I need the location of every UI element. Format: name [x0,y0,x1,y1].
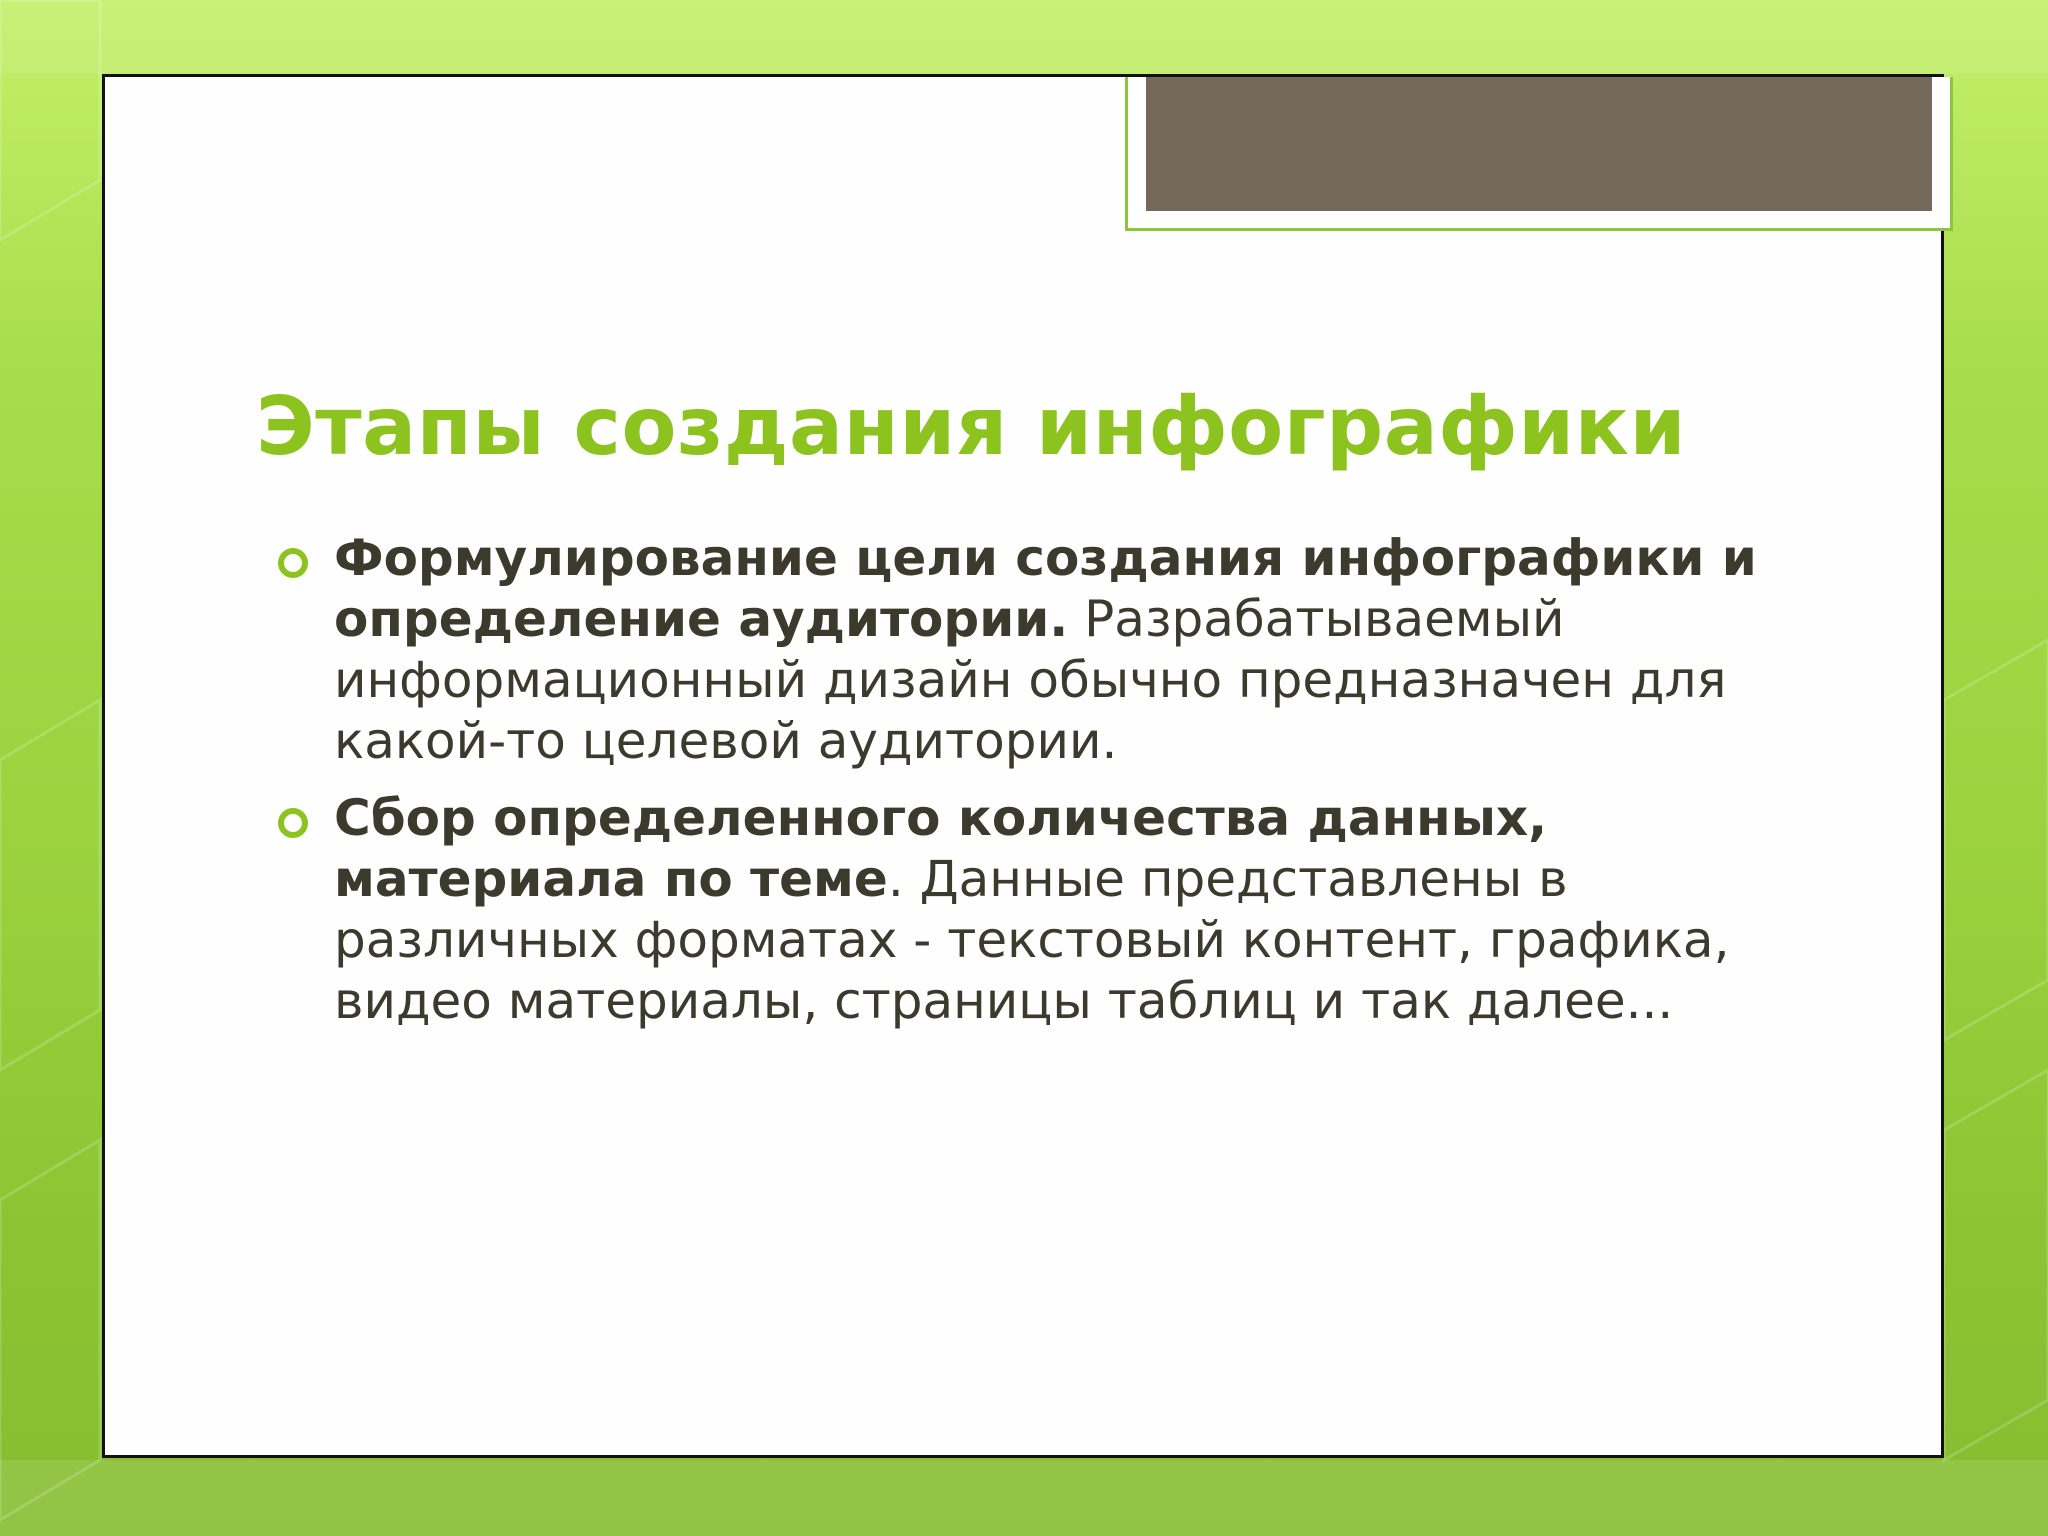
bullet-heading: Сбор определенного количества данных, материала по теме [334,789,1548,908]
bullet-list [278,528,1798,1032]
title-placeholder-box [1125,77,1953,231]
bullet-item-data-collection [278,788,1798,1032]
bullet-text: Разрабатываемый информационный дизайн обычно предназначен для какой-то целевой аудитории. [334,590,1727,770]
bullet-item-goal [278,528,1798,772]
bullet-text: . Данные представлены в различных форматах - текстовый контент, графика, видео материалы, страницы таблиц и так далее... [334,850,1730,1030]
slide-title: Этапы создания инфографики [256,380,1687,473]
circle-bullet-icon [278,548,308,578]
bullet-heading: Формулирование цели создания инфографики и определение аудитории. [334,529,1757,648]
title-box-fill [1146,77,1932,211]
circle-bullet-icon [278,808,308,838]
